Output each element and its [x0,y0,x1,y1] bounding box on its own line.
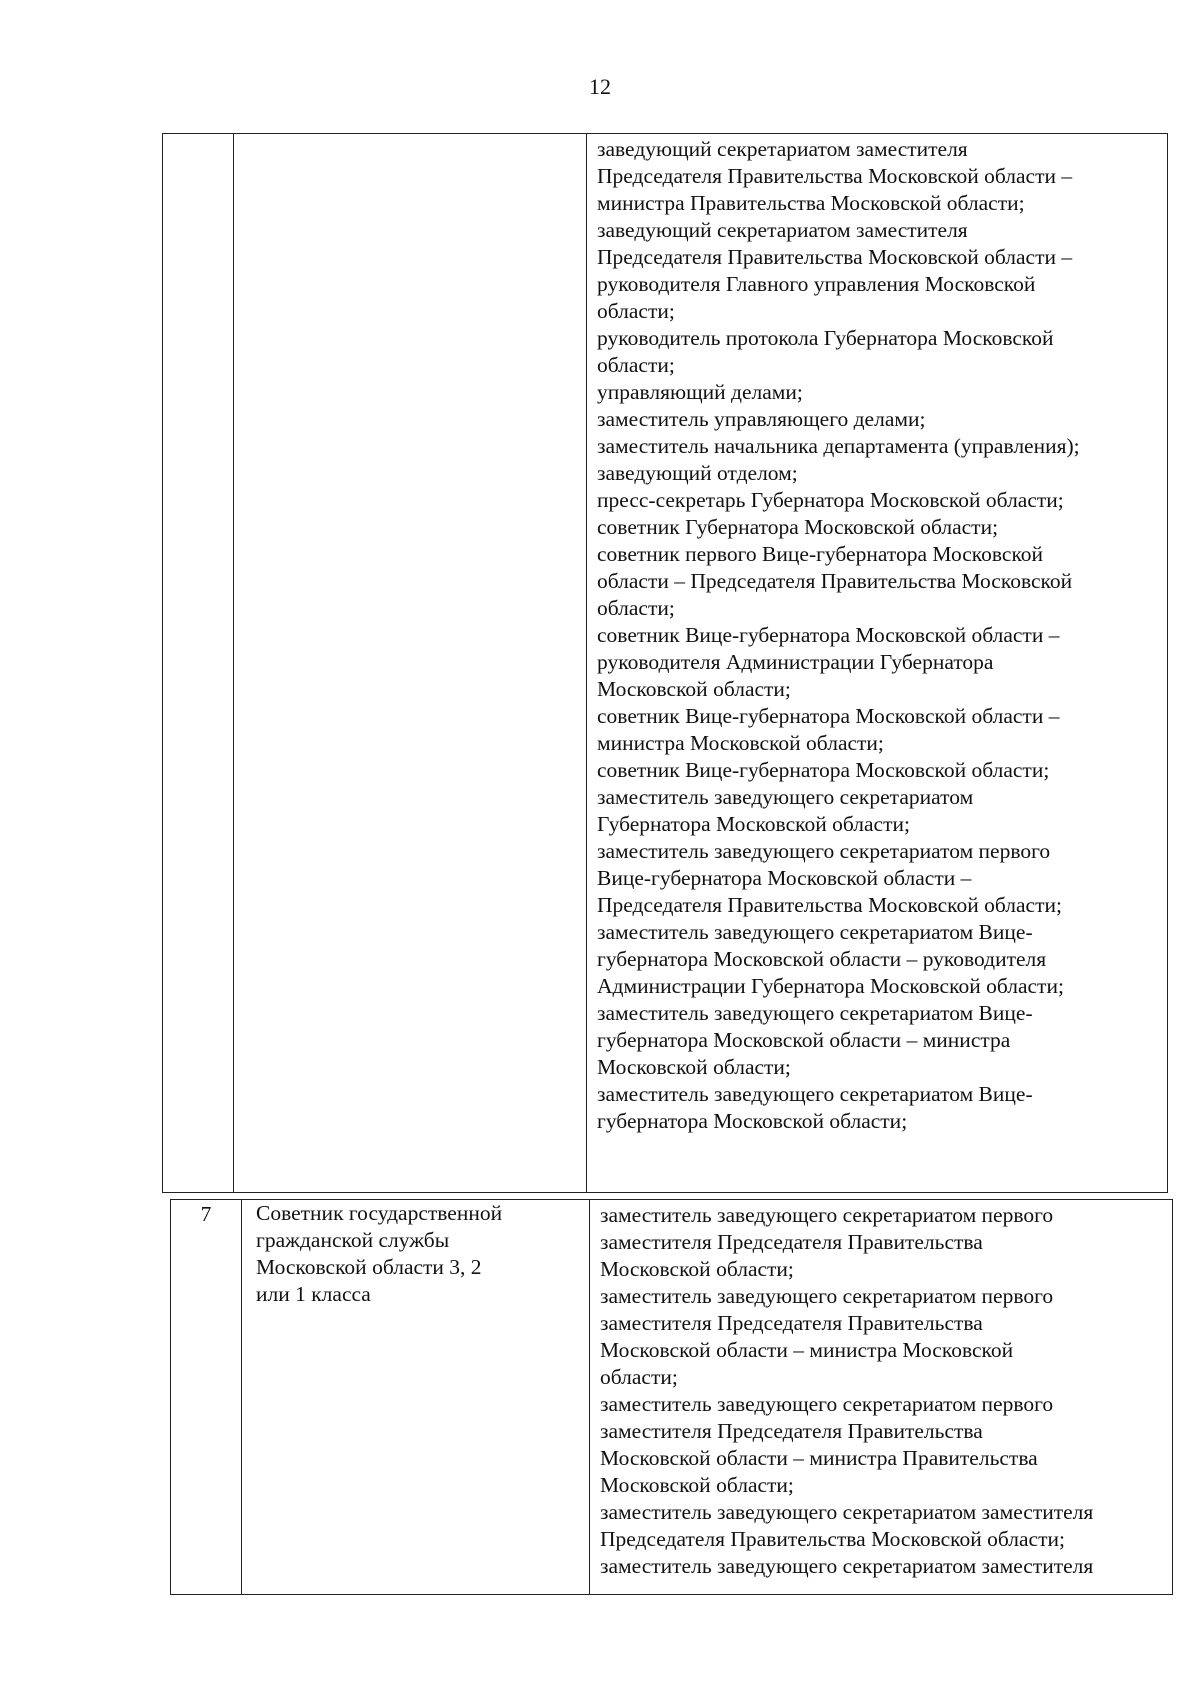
list-line: заместитель заведующего секретариатом первого [600,1284,1054,1308]
list-line: заместитель заведующего секретариатом Вице- [597,920,1033,944]
list-line: заместитель заведующего секретариатом Вице- [597,1082,1033,1106]
list-line: советник Вице-губернатора Московской области; [597,758,1050,782]
group-title-cell [234,134,587,1193]
list-line: области; [597,353,675,377]
list-line: заместитель заведующего секретариатом первого [597,839,1051,863]
list-line: советник Вице-губернатора Московской области – [597,623,1060,647]
list-line: заместитель заведующего секретариатом заместителя [600,1554,1094,1578]
list-line: заместитель начальника департамента (управления); [597,434,1080,458]
table-row-continued [163,134,1168,1193]
list-line: министра Московской области; [597,731,884,755]
list-line: Председателя Правительства Московской области; [597,893,1062,917]
positions-list [597,134,1163,1135]
row-number [163,134,233,135]
row-number: 7 [200,1202,212,1226]
list-line: области; [597,596,675,620]
list-line: Председателя Правительства Московской области – [597,245,1073,269]
list-line: области; [600,1365,678,1389]
list-line: Московской области; [600,1473,794,1497]
list-line: заместитель заведующего секретариатом первого [600,1392,1054,1416]
group-title [256,1200,583,1308]
list-line: Московской области – министра Правительства [600,1446,1038,1470]
list-line: заместитель заведующего секретариатом Вице- [597,1001,1033,1025]
list-line: заместителя Председателя Правительства [600,1311,983,1335]
positions-list-cell [590,1200,1173,1595]
list-line: управляющий делами; [597,380,803,404]
list-line: Московской области; [597,1055,791,1079]
list-line: Председателя Правительства Московской области – [597,164,1073,188]
list-line: Губернатора Московской области; [597,812,910,836]
positions-table-continued [162,133,1168,1193]
list-line: руководителя Администрации Губернатора [597,650,994,674]
list-line: советник Губернатора Московской области; [597,515,999,539]
list-line: Председателя Правительства Московской области; [600,1527,1065,1551]
positions-list [600,1200,1168,1580]
row-number-cell [171,1200,242,1595]
list-line: заместитель управляющего делами; [597,407,926,431]
group-title-line: Московской области 3, 2 [256,1255,482,1279]
table-row-7 [171,1200,1173,1595]
list-line: Московской области; [600,1257,794,1281]
list-line: заместитель заведующего секретариатом [597,785,974,809]
list-line: заведующий секретариатом заместителя [597,218,968,242]
list-line: заместителя Председателя Правительства [600,1230,983,1254]
positions-list-cell [587,134,1168,1193]
list-line: заместитель заведующего секретариатом заместителя [600,1500,1094,1524]
list-line: заместитель заведующего секретариатом первого [600,1203,1054,1227]
list-line: министра Правительства Московской области; [597,191,1025,215]
group-title-line: гражданской службы [256,1228,450,1252]
list-line: пресс-секретарь Губернатора Московской области; [597,488,1064,512]
list-line: губернатора Московской области – министра [597,1028,1011,1052]
list-line: Администрации Губернатора Московской области; [597,974,1064,998]
list-line: области; [597,299,675,323]
list-line: заместителя Председателя Правительства [600,1419,983,1443]
list-line: Вице-губернатора Московской области – [597,866,972,890]
row-number-cell [163,134,234,1193]
list-line: советник первого Вице-губернатора Московской [597,542,1044,566]
list-line: губернатора Московской области; [597,1109,908,1133]
list-line: руководитель протокола Губернатора Московской [597,326,1054,350]
group-title-cell [242,1200,590,1595]
list-line: заведующий отделом; [597,461,798,485]
positions-table-row-7 [170,1199,1173,1595]
group-title-line: или 1 класса [256,1282,371,1306]
list-line: области – Председателя Правительства Московской [597,569,1073,593]
group-title-line: Советник государственной [256,1201,503,1225]
list-line: Московской области – министра Московской [600,1338,1014,1362]
list-line: заведующий секретариатом заместителя [597,137,968,161]
list-line: руководителя Главного управления Московской [597,272,1036,296]
page-number: 12 [589,74,611,99]
list-line: Московской области; [597,677,791,701]
list-line: советник Вице-губернатора Московской области – [597,704,1060,728]
list-line: губернатора Московской области – руководителя [597,947,1047,971]
